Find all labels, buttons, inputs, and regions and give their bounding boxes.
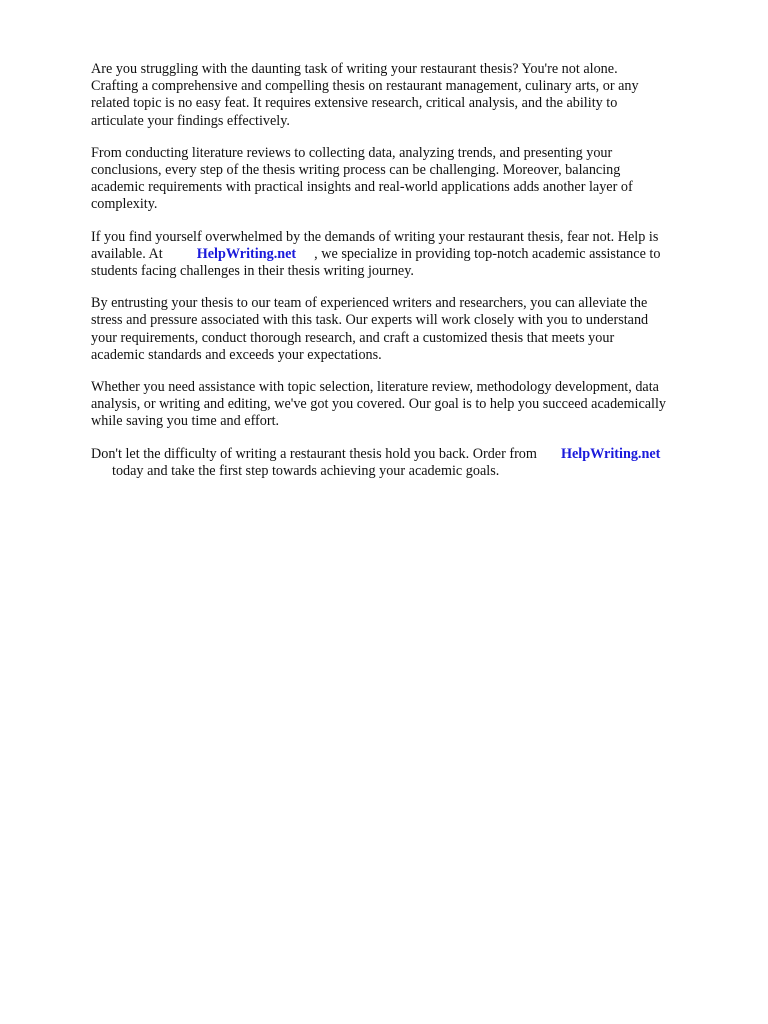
text-line: academic requirements with practical insights and real-world applications adds another layer of [91,179,633,196]
document-body [91,61,731,495]
paragraph-cta [91,446,731,480]
paragraph-intro [91,61,731,130]
text-line: By entrusting your thesis to our team of experienced writers and researchers, you can alleviate the [91,295,648,312]
text-line: If you find yourself overwhelmed by the demands of writing your restaurant thesis, fear not. Help is [91,228,659,245]
text-line: Are you struggling with the daunting task of writing your restaurant thesis? You're not alone. [91,61,618,77]
text-line: stress and pressure associated with this task. Our experts will work closely with you to understand [91,312,649,329]
helpwriting-link[interactable]: HelpWriting.net [560,445,661,462]
text-fragment: , we specialize in providing top-notch academic assistance to [314,245,661,262]
text-line: your requirements, conduct thorough research, and craft a customized thesis that meets your [91,329,615,346]
text-line: Whether you need assistance with topic selection, literature review, methodology development, data [91,379,659,396]
text-line: analysis, or writing and editing, we've got you covered. Our goal is to help you succeed academically [91,396,667,413]
text-line-with-link [91,246,731,263]
text-line: today and take the first step towards achieving your academic goals. [112,462,500,479]
text-line: Crafting a comprehensive and compelling thesis on restaurant management, culinary arts, or any [91,78,639,95]
text-line: conclusions, every step of the thesis writing process can be challenging. Moreover, balancing [91,162,621,179]
text-line: while saving you time and effort. [91,413,280,430]
text-line: articulate your findings effectively. [91,112,290,129]
text-line: students facing challenges in their thesis writing journey. [91,263,414,280]
text-line: complexity. [91,196,158,213]
text-fragment: Don't let the difficulty of writing a restaurant thesis hold you back. Order from [91,445,537,462]
text-line-with-link [91,446,731,463]
text-line: From conducting literature reviews to collecting data, analyzing trends, and presenting your [91,144,613,161]
helpwriting-link[interactable]: HelpWriting.net [196,245,297,262]
paragraph-services [91,379,731,431]
text-line: related topic is no easy feat. It requires extensive research, critical analysis, and the ability to [91,95,618,112]
paragraph-experts [91,295,731,364]
paragraph-challenges [91,145,731,214]
text-fragment: available. At [91,245,163,262]
text-line: academic standards and exceeds your expectations. [91,346,382,363]
paragraph-help [91,229,731,281]
